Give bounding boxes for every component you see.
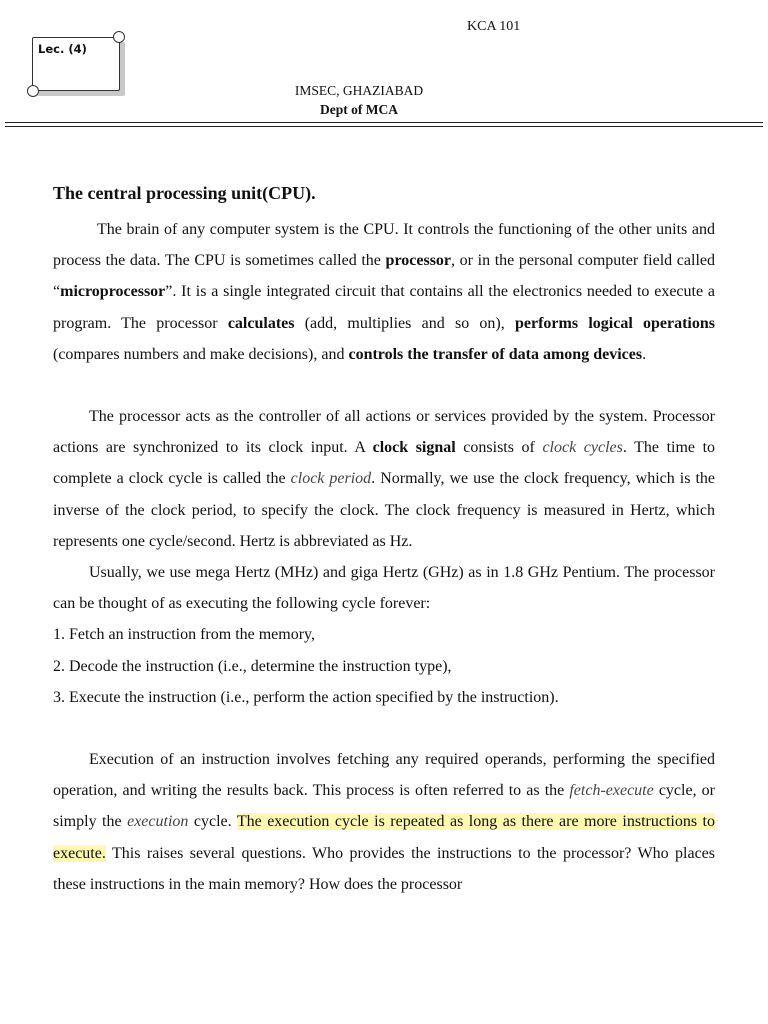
text-run: cycle.	[188, 813, 237, 831]
text-run: consists of	[455, 439, 543, 457]
section-heading: The central processing unit(CPU).	[53, 183, 316, 203]
term-microprocessor: microprocessor	[60, 283, 166, 301]
paragraph-cpu-intro	[53, 214, 715, 370]
text-run: . Normally, we use the clock frequency, which is the inverse of the clock period, to specify the clock. The clock frequency is measured in Hertz, which represents one cycle/second. Hertz is abbreviated as Hz.	[53, 470, 715, 550]
header-divider	[5, 122, 763, 123]
term-calculates: calculates	[227, 314, 295, 332]
scroll-curl-icon	[113, 31, 125, 43]
text-run: The processor acts as the controller of all actions or services provided by the system. Processor actions are synchronized to its clock input. A	[53, 408, 715, 457]
term-execution: execution	[127, 813, 189, 831]
paragraph-frequency: Usually, we use mega Hertz (MHz) and giga Hertz (GHz) as in 1.8 GHz Pentium. The processor can be thought of as executing the following cycle forever:	[53, 564, 715, 613]
term-fetch-execute: fetch-execute	[569, 782, 654, 800]
text-run: , or in the personal computer field called “	[53, 252, 715, 301]
text-run: ”. It is a single integrated circuit that contains all the electronics needed to execute a program. The processor	[53, 283, 715, 332]
text-run: .	[642, 345, 647, 363]
term-clock-cycles: clock cycles	[542, 439, 623, 457]
term-logical-operations: performs logical operations	[515, 314, 715, 332]
cycle-step-item: 3. Execute the instruction (i.e., perform the action specified by the instruction).	[53, 688, 559, 706]
term-clock-period: clock period	[290, 470, 372, 488]
text-run: Execution of an instruction involves fetching any required operands, performing the specified operation, and writing the results back. This process is often referred to as the	[53, 751, 715, 800]
department-name: Dept of MCA	[320, 102, 398, 117]
paragraph-gap	[53, 370, 715, 401]
cycle-step-item: 1. Fetch an instruction from the memory,	[53, 626, 316, 644]
paragraph-clock	[53, 401, 715, 557]
text-run: (compares numbers and make decisions), and	[53, 345, 349, 363]
header-divider	[5, 126, 763, 127]
text-run: This raises several questions. Who provides the instructions to the processor? Who places these instructions in the main memory? How does the processor	[53, 844, 715, 893]
highlighted-sentence: The execution cycle is repeated as long as there are more instructions to execute.	[53, 813, 716, 862]
paragraph-execution	[53, 744, 715, 900]
text-run: cycle, or simply the	[53, 782, 716, 831]
term-processor: processor	[385, 252, 452, 270]
institute-name: IMSEC, GHAZIABAD	[294, 83, 424, 98]
paragraph-gap	[53, 713, 715, 744]
text-run: (add, multiplies and so on),	[294, 314, 515, 332]
term-controls-transfer: controls the transfer of data among devices	[348, 345, 643, 363]
document-body	[53, 180, 715, 900]
cycle-step-item: 2. Decode the instruction (i.e., determine the instruction type),	[53, 657, 452, 675]
course-code: KCA 101	[467, 19, 521, 34]
text-run: The brain of any computer system is the CPU. It controls the functioning of the other units and process the data. The CPU is sometimes called the	[53, 221, 715, 270]
lecture-label: Lec. (4)	[38, 42, 87, 56]
term-clock-signal: clock signal	[372, 439, 456, 457]
text-run: . The time to complete a clock cycle is called the	[53, 439, 716, 488]
